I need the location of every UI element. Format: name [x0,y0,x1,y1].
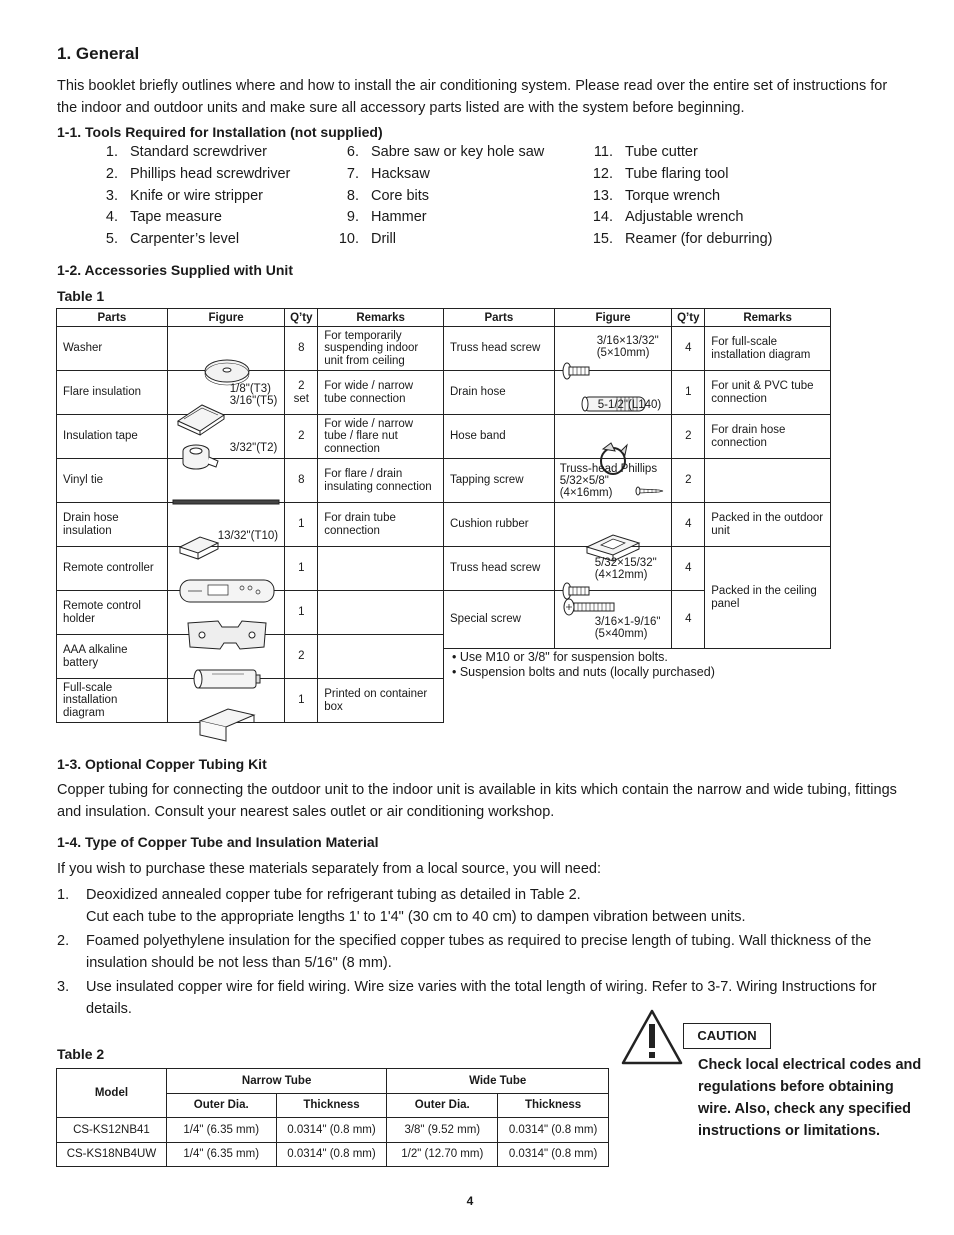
accessories-table-left [56,308,444,723]
tool-item: 15. Reamer (for deburring) [592,231,773,248]
section-title: 1. General [57,44,140,63]
col-header-figure: Figure [167,309,285,327]
table2-label: Table 2 [57,1046,105,1062]
table-row: CS-KS12NB41 1/4" (6.35 mm) 0.0314" (0.8 mm) 3/8" (9.52 mm) 0.0314" (0.8 mm) [57,1118,609,1143]
table-row: Tapping screw Truss-head Phillips 5/32×5/8" (4×16mm) 2 [444,459,831,503]
truss-screw-figure: 3/16×13/32" (5×10mm) [554,327,672,371]
drain-hose-figure: 5-1/2"(L140) [554,371,672,415]
col-header-remarks: Remarks [318,309,444,327]
table-row: AAA alkaline battery 2 [57,635,444,679]
battery-figure [167,635,285,679]
tool-item: 6. Sabre saw or key hole saw [346,144,545,160]
remote-controller-figure [167,547,285,591]
tools-column-1 [90,144,290,253]
copper-type-list [57,884,887,1020]
tool-item: 4. Tape measure [105,209,222,226]
table-row: Drain hose 5-1/2"(L140) 1 For unit & PVC tube connection [444,371,831,415]
insulation-tape-figure: 3/32"(T2) [167,415,285,459]
tool-item: 3. Knife or wire stripper [105,187,263,204]
table-row: Flare insulation 1/8"(T3) 3/16"(T5) 2 set For wide / narrow tube connection [57,371,444,415]
table-row: Cushion rubber 4 Packed in the outdoor unit [444,503,831,547]
caution-label: CAUTION [683,1023,771,1049]
table-row: Insulation tape 3/32"(T2) 2 For wide / narrow tube / flare nut connection [57,415,444,459]
col-header-qty: Q’ty [672,309,705,327]
col-header-parts: Parts [57,309,168,327]
col-header-parts: Parts [444,309,555,327]
tool-item: 5. Carpenter’s level [105,231,240,248]
installation-diagram-figure [167,679,285,723]
vinyl-tie-figure [167,459,285,503]
tool-item: 8. Core bits [346,187,430,204]
table-row: CS-KS18NB4UW 1/4" (6.35 mm) 0.0314" (0.8 mm) 1/2" (12.70 mm) 0.0314" (0.8 mm) [57,1142,609,1167]
page-number: 4 [466,1194,474,1208]
intro-paragraph: This booklet briefly outlines where and how to install the air conditioning system. Please read over the entire set of instructions for the indoor and outdoor units and make sure all accessory parts listed are with the system before beginning. [57,78,888,116]
table1-label: Table 1 [57,288,105,304]
table-row: Full-scale installation diagram 1 Printed on container box [57,679,444,723]
tools-heading: 1-1. Tools Required for Installation (not supplied) [57,124,383,140]
tools-column-3 [585,144,772,253]
cushion-rubber-figure [554,503,672,547]
tool-item: 11. Tube cutter [593,144,698,160]
flare-insulation-figure: 1/8"(T3) 3/16"(T5) [167,371,285,415]
list-item: 2. Foamed polyethylene insulation for the specified copper tubes as required to precise length of tubing. Wall thickness of the insulation should be not less than 5/16" (8 mm). [57,933,872,971]
tool-item: 10. Drill [338,231,396,248]
tapping-screw-figure: Truss-head Phillips 5/32×5/8" (4×16mm) [554,459,672,503]
copper-kit-paragraph: Copper tubing for connecting the outdoor unit to the indoor unit is available in kits which contain the narrow and wide tubing, fittings and insulation. Consult your nearest sales outlet or air conditioning workshop. [57,782,897,820]
accessories-heading: 1-2. Accessories Supplied with Unit [57,262,293,278]
special-screw-figure: 3/16×1-9/16" (5×40mm) [554,591,672,649]
truss-screw-figure: 5/32×15/32" (4×12mm) [554,547,672,591]
tool-item: 14. Adjustable wrench [592,209,744,226]
tool-item: 13. Torque wrench [592,187,721,204]
copper-kit-heading: 1-3. Optional Copper Tubing Kit [57,756,267,772]
table-row: Truss head screw 3/16×13/32" (5×10mm) 4 For full-scale installation diagram [444,327,831,371]
accessories-table-right [443,308,831,649]
remote-control-holder-figure [167,591,285,635]
col-header-qty: Q’ty [285,309,318,327]
table-row: Drain hose insulation 13/32"(T10) 1 For drain tube connection [57,503,444,547]
tools-column-2 [331,144,544,253]
list-item: 3. Use insulated copper wire for field wiring. Wire size varies with the total length of wiring. Refer to 3-7. Wiring Instructions for details. [57,979,877,1017]
table-row: Special screw 3/16×1-9/16" (5×40mm) 4 [444,591,831,649]
suspension-notes: • Use M10 or 3/8" for suspension bolts. • Suspension bolts and nuts (locally purchased) [452,650,715,679]
copper-tube-table: Model Narrow Tube Wide Tube Outer Dia. Thickness Outer Dia. Thickness CS-KS12NB41 1/4" (6.35 mm) 0.0314" (0.8 mm) 3/8" (9.52 mm) 0.0314" (0.8 mm) CS-KS18NB4UW 1/4" (6.35 mm) 0.0314" (0.8 mm) 1/2" (12.70 mm) 0.0314" (0.8 mm) [56,1068,609,1167]
tool-item: 9. Hammer [346,209,427,226]
table-row: Vinyl tie 8 For flare / drain insulating connection [57,459,444,503]
table-row: Remote controller 1 [57,547,444,591]
table-row: Hose band 2 For drain hose connection [444,415,831,459]
table-row: Truss head screw 5/32×15/32" (4×12mm) 4 Packed in the ceiling panel [444,547,831,591]
tool-item: 7. Hacksaw [346,165,430,182]
tool-item: 1. Standard screwdriver [105,144,267,160]
copper-type-heading: 1-4. Type of Copper Tube and Insulation Material [57,834,379,850]
tool-item: 2. Phillips head screwdriver [105,165,291,182]
col-header-remarks: Remarks [705,309,831,327]
washer-figure [167,327,285,371]
table-row: Remote control holder 1 [57,591,444,635]
copper-type-intro: If you wish to purchase these materials separately from a local source, you will need: [57,861,602,877]
tool-item: 12. Tube flaring tool [592,165,729,182]
hose-band-figure [554,415,672,459]
list-item: 1. Deoxidized annealed copper tube for refrigerant tubing as detailed in Table 2. Cut each tube to the appropriate lengths 1' to 1'4" (30 cm to 40 cm) to dampen vibration between units. [57,887,746,925]
table-row: Washer 8 For temporarily suspending indoor unit from ceiling [57,327,444,371]
warning-triangle-icon [620,1008,684,1066]
col-header-figure: Figure [554,309,672,327]
drain-hose-insulation-figure: 13/32"(T10) [167,503,285,547]
caution-text: Check local electrical codes and regulations before obtaining wire. Also, check any specified instructions or limitations. [698,1057,922,1139]
